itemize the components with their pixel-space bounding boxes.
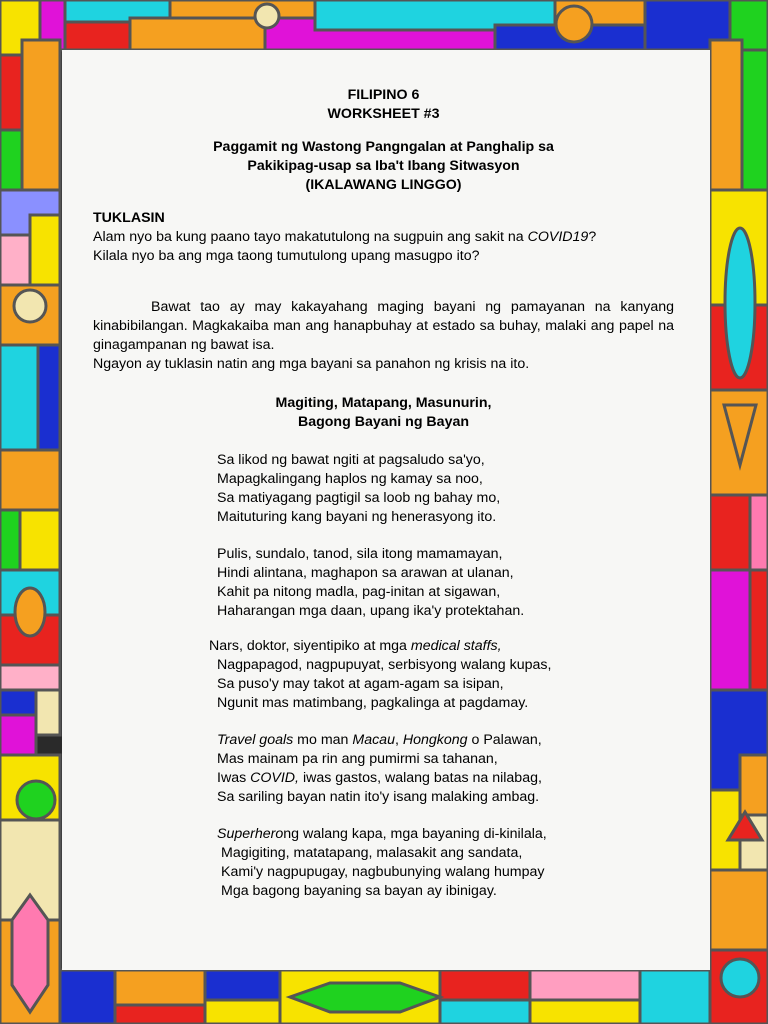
poem-line: Ngunit mas matimbang, pagkalinga at pagdamay.: [217, 695, 529, 711]
border-tile: [12, 895, 48, 1012]
border-tile: [0, 665, 60, 690]
border-tile: [740, 755, 768, 815]
poem-line: Superherong walang kapa, mga bayaning di-kinilala,: [217, 826, 547, 842]
subject-title: FILIPINO 6: [347, 87, 420, 103]
week-label: (IKALAWANG LINGGO): [305, 177, 462, 193]
border-tile: [640, 970, 710, 1024]
border-tile: [170, 0, 315, 18]
poem-line: Sa matiyagang pagtigil sa loob ng bahay mo,: [217, 490, 501, 506]
poem-line: Sa puso'y may takot at agam-agam sa isipan,: [217, 676, 504, 692]
lesson-title-line-1: Paggamit ng Wastong Pangngalan at Panghalip sa: [213, 139, 554, 155]
poem-line: Kami'y nagpupugay, nagbubunying walang humpay: [221, 864, 545, 880]
border-tile: [0, 690, 36, 715]
border-tile: [530, 1000, 640, 1024]
border-tile: [725, 228, 755, 378]
poem-line: Mapagkalingang haplos ng kamay sa noo,: [217, 471, 483, 487]
poem-stanza-2: [217, 545, 674, 621]
worksheet-page: [62, 50, 710, 970]
border-tile: [14, 290, 46, 322]
poem-line: Pulis, sundalo, tanod, sila itong mamamayan,: [217, 546, 503, 562]
border-tile: [0, 235, 30, 285]
poem-line: Mga bagong bayaning sa bayan ay ibinigay.: [221, 883, 497, 899]
poem-line: Magigiting, matatapang, malasakit ang sandata,: [221, 845, 523, 861]
border-tile: [255, 4, 279, 28]
worksheet-number: WORKSHEET #3: [327, 106, 440, 122]
border-tile: [710, 570, 750, 690]
poem-line: Kahit pa nitong madla, pag-initan at sigawan,: [217, 584, 501, 600]
poem-line: Nars, doktor, siyentipiko at mga medical staffs,: [209, 638, 502, 654]
poem-title-line-2: Bagong Bayani ng Bayan: [297, 414, 470, 430]
poem-stanza-4: [217, 731, 674, 807]
poem-line: Mas mainam pa rin ang pumirmi sa tahanan,: [217, 751, 498, 767]
border-tile: [17, 781, 55, 819]
border-tile: [0, 510, 20, 570]
poem-line: Sa sariling bayan natin ito'y isang malaking ambag.: [217, 789, 540, 805]
border-tile: [115, 1005, 205, 1024]
intro-paragraph: Bawat tao ay may kakayahang maging bayani ng pamayanan na kanyang kinabibilangan. Magkakaiba man ang hanapbuhay at estado sa buhay, malaki ang papel na ginagampanan ng bawat isa.: [93, 299, 674, 353]
border-tile: [130, 18, 265, 50]
border-tile: [440, 970, 530, 1000]
poem-line: Hindi alintana, maghapon sa arawan at ulanan,: [217, 565, 514, 581]
border-tile: [710, 870, 768, 950]
poem-stanza-5: [217, 825, 674, 901]
poem-line: Sa likod ng bawat ngiti at pagsaludo sa'yo,: [217, 452, 485, 468]
border-tile: [0, 55, 22, 130]
poem-line: Nagpapagod, nagpupuyat, serbisyong walang kupas,: [217, 657, 552, 673]
border-tile: [721, 959, 759, 997]
intro-paragraph-2: Ngayon ay tuklasin natin ang mga bayani sa panahon ng krisis na ito.: [93, 356, 530, 372]
border-tile: [0, 450, 60, 510]
border-tile: [0, 130, 22, 190]
border-tile: [115, 970, 205, 1005]
border-tile: [750, 570, 768, 690]
border-tile: [440, 1000, 530, 1024]
section-heading-tuklasin: TUKLASIN: [93, 210, 165, 226]
poem-line: Maituturing kang bayani ng henerasyong ito.: [217, 509, 497, 525]
border-tile: [750, 495, 768, 570]
poem-stanza-3: [209, 637, 674, 713]
poem-stanza-1: [217, 451, 674, 527]
intro-question-2: Kilala nyo ba ang mga taong tumutulong upang masugpo ito?: [93, 248, 480, 264]
lesson-title-line-2: Pakikipag-usap sa Iba't Ibang Sitwasyon: [247, 158, 520, 174]
intro-question-1: Alam nyo ba kung paano tayo makatutulong na sugpuin ang sakit na COVID19?: [93, 229, 597, 245]
border-tile: [15, 588, 45, 636]
border-tile: [36, 690, 60, 735]
border-tile: [60, 970, 115, 1024]
border-tile: [205, 970, 280, 1000]
poem-line: Travel goals mo man Macau, Hongkong o Palawan,: [217, 732, 542, 748]
border-tile: [530, 970, 640, 1000]
border-tile: [710, 495, 750, 570]
border-tile: [742, 50, 768, 190]
poem-line: Haharangan mga daan, upang ika'y protektahan.: [217, 603, 525, 619]
border-tile: [0, 345, 38, 450]
poem-line: Iwas COVID, iwas gastos, walang batas na nilabag,: [217, 770, 542, 786]
border-tile: [710, 40, 742, 190]
border-tile: [0, 715, 36, 755]
border-tile: [205, 1000, 280, 1024]
border-tile: [556, 6, 592, 42]
border-tile: [20, 510, 60, 570]
poem-title-line-1: Magiting, Matapang, Masunurin,: [275, 395, 492, 411]
border-tile: [38, 345, 60, 450]
